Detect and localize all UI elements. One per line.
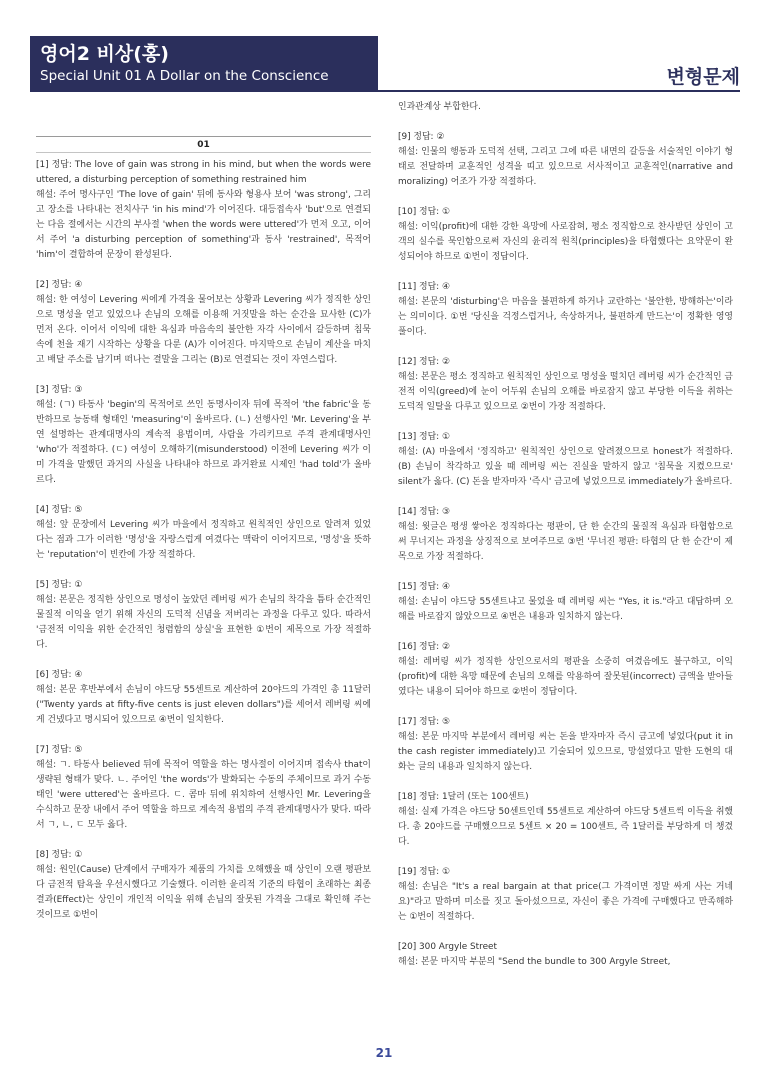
answer-entry xyxy=(36,578,371,653)
answer-entry xyxy=(36,158,371,263)
explanation-text: 해설: 본문은 정직한 상인으로 명성이 높았던 레버링 씨가 손님의 착각을 틈타 순간적인 물질적 이익을 얻기 위해 자신의 도덕적 신념을 저버리는 과정을 다루고 있다. 따라서 '금전적 이익을 위한 순간적인 청렴함의 상실'을 표현한 ①번이 제목으로 가장 적절하다. xyxy=(36,595,371,650)
explanation-text: 해설: 본문 마지막 부분에서 레버링 씨는 돈을 받자마자 즉시 금고에 넣었다(put it in the cash register immediately)고 기술되어 있으므로, 망설였다고 말한 도현의 대화는 글의 내용과 일치하지 않는다. xyxy=(398,732,733,772)
answer-line: [12] 정답: ② xyxy=(398,357,450,367)
answer-entry xyxy=(398,715,733,775)
explanation-text: 해설: (ㄱ) 타동사 'begin'의 목적어로 쓰인 동명사이자 뒤에 목적어 'the fabric'을 동반하므로 능동태 형태인 'measuring'이 올바르다. (ㄴ) 선행사인 'Mr. Levering'을 부연 설명하는 관계대명사의 계속적 용법이며, 사람을 가리키므로 주격 관계대명사인 'who'가 적절하다. (ㄷ) 여성이 오해하기(misunderstood) 이전에 Levering 씨가 이미 가격을 말했던 과거의 사실을 나타내야 하므로 과거완료 시제인 'had told'가 올바르다. xyxy=(36,400,371,485)
answer-line: [16] 정답: ② xyxy=(398,642,450,652)
explanation-text: 해설: 윗글은 평생 쌓아온 정직하다는 평판이, 단 한 순간의 물질적 욕심과 타협함으로써 무너지는 과정을 상징적으로 보여주므로 ③번 '무너진 평판: 타협의 단 한 순간'이 제목으로 가장 적절하다. xyxy=(398,522,733,562)
left-column xyxy=(36,130,371,938)
answer-entry xyxy=(398,100,733,115)
explanation-text: 해설: 이익(profit)에 대한 강한 욕망에 사로잡혀, 평소 정직함으로 찬사받던 상인이 고객의 실수를 묵인함으로써 자신의 윤리적 원칙(principles)을 타협했다는 요약문이 완성되어야 하므로 ①번이 정답이다. xyxy=(398,222,733,262)
answer-entry xyxy=(398,280,733,340)
answer-line: [7] 정답: ⑤ xyxy=(36,745,83,755)
explanation-text: 해설: 앞 문장에서 Levering 씨가 마을에서 정직하고 원칙적인 상인으로 알려져 있었다는 점과 그가 이러한 '명성'을 자랑스럽게 여겼다는 맥락이 이어지므로, '명성'을 뜻하는 'reputation'이 빈칸에 가장 적절하다. xyxy=(36,520,371,560)
answer-line: [3] 정답: ③ xyxy=(36,385,83,395)
explanation-text: 해설: 레버링 씨가 정직한 상인으로서의 평판을 소중히 여겼음에도 불구하고, 이익(profit)에 대한 욕망 때문에 손님의 오해를 악용하여 잘못된(incorrect) 금액을 받아들였다는 내용이 되어야 하므로 ②번이 정답이다. xyxy=(398,657,733,697)
explanation-text: 해설: 실제 가격은 야드당 50센트인데 55센트로 계산하여 야드당 5센트씩 이득을 취했다. 총 20야드를 구매했으므로 5센트 × 20 = 100센트, 즉 1달러를 부당하게 더 챙겼다. xyxy=(398,807,733,847)
answer-entry xyxy=(398,355,733,415)
answer-entry xyxy=(36,383,371,488)
explanation-text: 해설: 한 여성이 Levering 씨에게 가격을 물어보는 상황과 Levering 씨가 정직한 상인으로 명성을 얻고 있었으나 손님의 오해를 이용해 거짓말을 하는 순간을 묘사한 (C)가 먼저 온다. 이어서 이익에 대한 욕심과 마음속의 불안한 자각 사이에서 갈등하며 침묵 속에 천을 재기 시작하는 상황을 다룬 (A)가 이어진다. 마지막으로 손님이 계산을 마치고 배달 주소를 남기며 떠나는 결말을 그리는 (B)로 연결되는 것이 자연스럽다. xyxy=(36,295,371,365)
explanation-text: 해설: 본문 마지막 부분의 "Send the bundle to 300 Argyle Street, xyxy=(398,957,671,967)
answer-line: [13] 정답: ① xyxy=(398,432,450,442)
answer-line: [6] 정답: ④ xyxy=(36,670,83,680)
explanation-text: 해설: 주어 명사구인 'The love of gain' 뒤에 동사와 형용사 보어 'was strong', 그리고 장소를 나타내는 전치사구 'in his mind'가 이어진다. 대등접속사 'but'으로 연결되는 다음 절에서는 시간의 부사절 'when the words were uttered'가 먼저 오고, 이어서 주어 'a disturbing perception of something'과 동사 'restrained', 목적어 'him'이 결합하여 문장이 완성된다. xyxy=(36,190,371,260)
answer-line: [15] 정답: ④ xyxy=(398,582,450,592)
page-header xyxy=(0,36,768,92)
answer-line: [5] 정답: ① xyxy=(36,580,83,590)
explanation-text: 해설: 손님이 야드당 55센트냐고 물었을 때 레버링 씨는 "Yes, it is."라고 대답하며 오해를 바로잡지 않았으므로 ④번은 내용과 일치하지 않는다. xyxy=(398,597,733,622)
answer-line: [10] 정답: ① xyxy=(398,207,450,217)
explanation-text: 인과관계상 부합한다. xyxy=(398,102,481,112)
explanation-text: 해설: 본문은 평소 정직하고 원칙적인 상인으로 명성을 떨치던 레버링 씨가 순간적인 금전적 이익(greed)에 눈이 어두워 손님의 오해를 바로잡지 않고 부당한 이득을 취하는 도덕적 일탈을 다루고 있으므로 ②번이 가장 적절하다. xyxy=(398,372,733,412)
header-rule xyxy=(30,90,740,92)
answer-line: [17] 정답: ⑤ xyxy=(398,717,450,727)
answer-entry xyxy=(398,640,733,700)
explanation-text: 해설: 본문 후반부에서 손님이 야드당 55센트로 계산하여 20야드의 가격인 총 11달러("Twenty yards at fifty-five cents is just eleven dollars")를 세어서 레버링 씨에게 건넸다고 명시되어 있으므로 ④번이 일치한다. xyxy=(36,685,371,725)
explanation-text: 해설: 본문의 'disturbing'은 마음을 불편하게 하거나 교란하는 '불안한, 방해하는'이라는 의미이다. ①번 '당신을 걱정스럽거나, 속상하거나, 불편하게 만드는'이 정확한 영영풀이다. xyxy=(398,297,733,337)
explanation-text: 해설: (A) 마을에서 '정직하고' 원칙적인 상인으로 알려졌으므로 honest가 적절하다. (B) 손님이 착각하고 있을 때 레버링 씨는 진실을 말하지 않고 '침묵을 지켰으므로' silent가 옳다. (C) 돈을 받자마자 '즉시' 금고에 넣었으므로 immediately가 올바르다. xyxy=(398,447,733,487)
answer-entry xyxy=(398,580,733,625)
answer-line: [14] 정답: ③ xyxy=(398,507,450,517)
section-label: 변형문제 xyxy=(666,66,740,88)
answer-entry xyxy=(398,205,733,265)
explanation-text: 해설: 인물의 행동과 도덕적 선택, 그리고 그에 따른 내면의 갈등을 서술적인 이야기 형태로 전달하며 교훈적인 성격을 띠고 있으므로 서사적이고 교훈적인(narrative and moralizing) 어조가 가장 적절하다. xyxy=(398,147,733,187)
answer-line: [18] 정답: 1달러 (또는 100센트) xyxy=(398,792,529,802)
right-column xyxy=(398,100,733,985)
answer-entry xyxy=(398,430,733,490)
explanation-text: 해설: ㄱ. 타동사 believed 뒤에 목적어 역할을 하는 명사절이 이어지며 접속사 that이 생략된 형태가 맞다. ㄴ. 주어인 'the words'가 발화되는 수동의 주체이므로 과거 수동태인 'were uttered'는 올바르다. ㄷ. 콤마 뒤에 위치하여 선행사인 Mr. Levering을 수식하고 문장 내에서 주어 역할을 하므로 계속적 용법의 주격 관계대명사가 맞다. 따라서 ㄱ, ㄴ, ㄷ 모두 옳다. xyxy=(36,760,371,830)
answer-line: [9] 정답: ② xyxy=(398,132,445,142)
answer-entry xyxy=(36,848,371,923)
answer-entry xyxy=(36,743,371,833)
page-subtitle: Special Unit 01 A Dollar on the Conscience xyxy=(40,68,329,84)
answer-entry xyxy=(36,668,371,728)
answer-entry xyxy=(398,940,733,970)
explanation-text: 해설: 손님은 "It's a real bargain at that price(그 가격이면 정말 싸게 사는 거네요)"라고 말하며 미소를 짓고 돌아섰으므로, 자신이 좋은 가격에 구매했다고 만족해하는 ①번이 적절하다. xyxy=(398,882,733,922)
answer-entry xyxy=(36,503,371,563)
page-title: 영어2 비상(홍) xyxy=(40,43,169,65)
section-divider xyxy=(36,130,371,158)
section-number: 01 xyxy=(197,140,210,150)
answer-line: [4] 정답: ⑤ xyxy=(36,505,83,515)
answer-line: [8] 정답: ① xyxy=(36,850,83,860)
answer-line: [1] 정답: The love of gain was strong in his mind, but when the words were uttered, a disturbing perception of something restrained him xyxy=(36,160,371,185)
answer-entry xyxy=(398,790,733,850)
explanation-text: 해설: 원인(Cause) 단계에서 구매자가 제품의 가치를 오해했을 때 상인이 오랜 평판보다 금전적 탐욕을 우선시했다고 기술했다. 이러한 윤리적 기준의 타협이 초래하는 최종 결과(Effect)는 상인이 개인적 이익을 위해 손님의 잘못된 가격을 그대로 확인해 주는 것이므로 ①번이 xyxy=(36,865,371,920)
answer-entry xyxy=(36,278,371,368)
answer-line: [2] 정답: ④ xyxy=(36,280,83,290)
answer-entry xyxy=(398,865,733,925)
answer-line: [19] 정답: ① xyxy=(398,867,450,877)
answer-line: [11] 정답: ④ xyxy=(398,282,450,292)
page-number: 21 xyxy=(375,1046,393,1060)
answer-entry xyxy=(398,130,733,190)
answer-entry xyxy=(398,505,733,565)
answer-line: [20] 300 Argyle Street xyxy=(398,942,497,952)
